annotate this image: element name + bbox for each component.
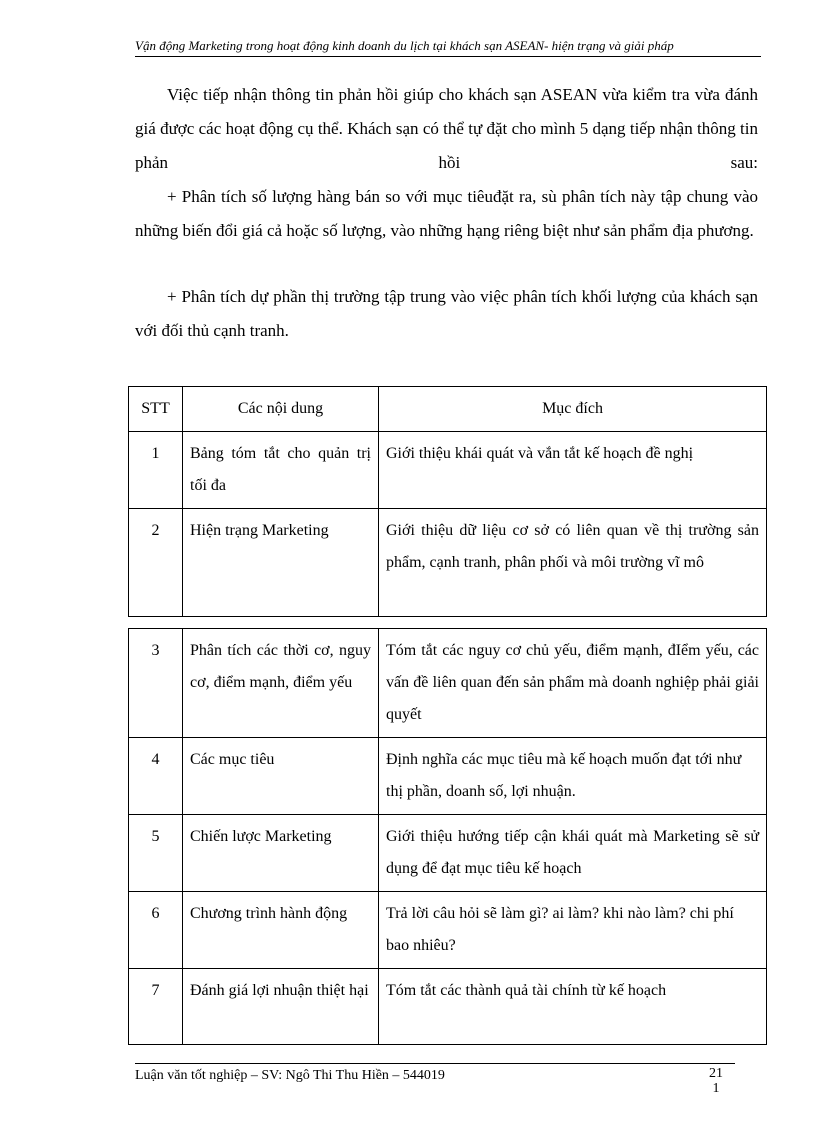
paragraph-sales-analysis: + Phân tích số lượng hàng bán so với mục tiêuđặt ra, sù phân tích này tập chung vào những biến đổi giá cả hoặc số lượng, vào những hạng riêng biệt như sản phẩm địa phương. [135, 187, 758, 240]
row-stt: 7 [129, 969, 183, 1045]
page-header: Vận động Marketing trong hoạt động kinh doanh du lịch tại khách sạn ASEAN- hiện trạng và giải pháp [135, 38, 761, 57]
paragraph-feedback-intro: Việc tiếp nhận thông tin phản hồi giúp cho khách sạn ASEAN vừa kiểm tra vừa đánh giá được các hoạt động cụ thể. Khách sạn có thể tự đặt cho mình 5 dạng tiếp nhận thông tin phản hồi sau: [135, 85, 758, 172]
header-stt: STT [129, 387, 183, 432]
row-content: Chiến lược Marketing [183, 815, 379, 892]
row-stt: 5 [129, 815, 183, 892]
marketing-plan-table-part-2 [128, 628, 767, 1045]
marketing-plan-table-part-1 [128, 386, 767, 617]
row-content: Hiện trạng Marketing [183, 509, 379, 617]
row-content: Các mục tiêu [183, 738, 379, 815]
table-row [129, 815, 767, 892]
row-stt: 4 [129, 738, 183, 815]
row-purpose: Định nghĩa các mục tiêu mà kế hoạch muốn đạt tới như thị phần, doanh số, lợi nhuận. [379, 738, 767, 815]
table-row [129, 969, 767, 1045]
page-footer: Luận văn tốt nghiệp – SV: Ngô Thi Thu Hiền – 544019 [135, 1068, 445, 1083]
row-purpose: Tóm tắt các nguy cơ chủ yếu, điểm mạnh, đIểm yếu, các vấn đề liên quan đến sản phẩm mà doanh nghiệp phải giải quyết [379, 629, 767, 738]
page-number-main: 21 [709, 1066, 723, 1081]
row-purpose: Giới thiệu khái quát và vắn tắt kế hoạch đề nghị [379, 432, 767, 509]
row-stt: 2 [129, 509, 183, 617]
table-header-row [129, 387, 767, 432]
row-purpose: Tóm tắt các thành quả tài chính từ kế hoạch [379, 969, 767, 1045]
page-number-sub: 1 [712, 1081, 720, 1096]
table-row [129, 892, 767, 969]
row-content: Phân tích các thời cơ, nguy cơ, điểm mạnh, điểm yếu [183, 629, 379, 738]
page-number [704, 1066, 728, 1096]
row-content: Chương trình hành động [183, 892, 379, 969]
row-purpose: Giới thiệu dữ liệu cơ sở có liên quan về thị trường sản phẩm, cạnh tranh, phân phối và môi trường vĩ mô [379, 509, 767, 617]
row-stt: 6 [129, 892, 183, 969]
table-row [129, 432, 767, 509]
table-row [129, 738, 767, 815]
row-content: Đánh giá lợi nhuận thiệt hại [183, 969, 379, 1045]
header-content: Các nội dung [183, 387, 379, 432]
row-stt: 1 [129, 432, 183, 509]
row-purpose: Trả lời câu hỏi sẽ làm gì? ai làm? khi nào làm? chi phí bao nhiêu? [379, 892, 767, 969]
table-row [129, 509, 767, 617]
table-row [129, 629, 767, 738]
paragraph-market-share-analysis: + Phân tích dự phần thị trường tập trung vào việc phân tích khối lượng của khách sạn với đối thủ cạnh tranh. [135, 287, 758, 340]
row-purpose: Giới thiệu hướng tiếp cận khái quát mà Marketing sẽ sử dụng để đạt mục tiêu kế hoạch [379, 815, 767, 892]
row-stt: 3 [129, 629, 183, 738]
header-purpose: Mục đích [379, 387, 767, 432]
footer-divider [135, 1063, 735, 1064]
row-content: Bảng tóm tắt cho quản trị tối đa [183, 432, 379, 509]
